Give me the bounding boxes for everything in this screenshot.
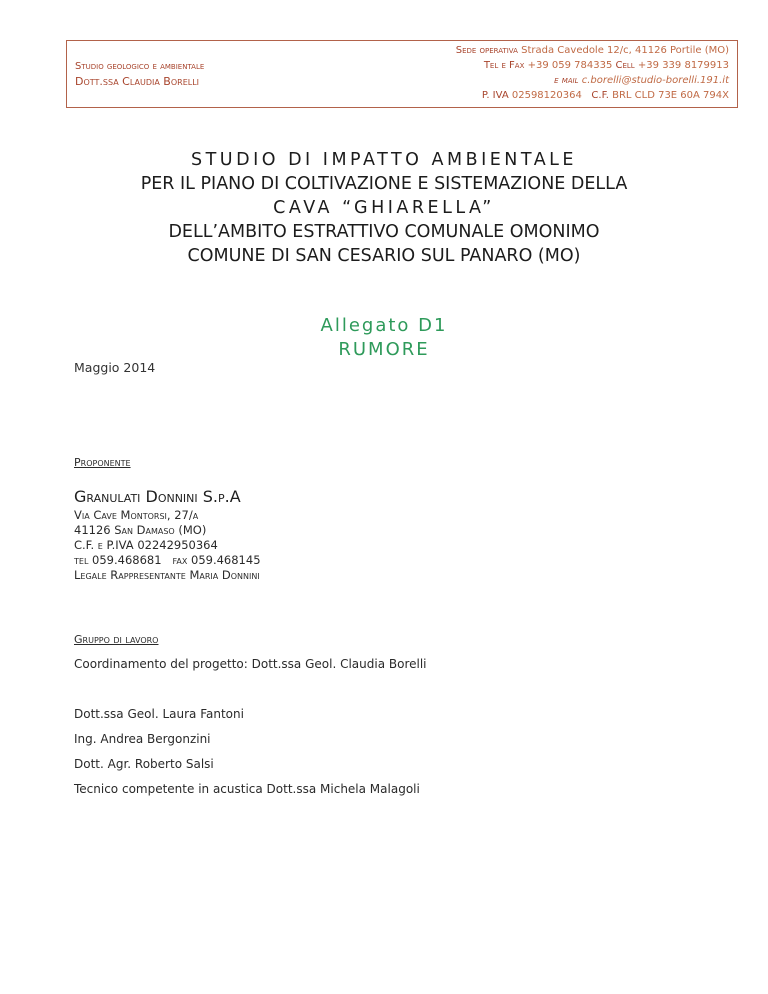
team-member: Ing. Andrea Bergonzini [74,732,211,746]
sede-label: Sede operativa [455,45,518,56]
team-member: Dott. Agr. Roberto Salsi [74,757,214,771]
proponente-label: Proponente [74,456,131,469]
piva-label: P. IVA [481,90,509,101]
sede-line [456,43,729,58]
tel-label: Tel e Fax [483,60,525,71]
cf-label: C.F. [591,90,609,101]
proponente-fiscal: C.F. e P.IVA 02242950364 [74,538,218,552]
email-label: e mail [554,75,579,86]
annex-number: Allegato D1 [320,315,448,336]
cell-value: +39 339 8179913 [637,60,729,71]
document-title [40,148,728,268]
proponente-company: Granulati Donnini S.p.A [74,487,241,506]
proponente-legal: Legale Rappresentante Maria Donnini [74,568,260,582]
studio-type: Studio geologico e ambientale [75,61,205,72]
title-line-1: STUDIO DI IMPATTO AMBIENTALE [191,150,577,170]
cf-value: BRL CLD 73E 60A 794X [612,90,729,101]
title-line-3: CAVA “GHIARELLA” [273,198,495,218]
team-coordinator: Coordinamento del progetto: Dott.ssa Geol. Claudia Borelli [74,657,427,671]
cell-label: Cell [615,60,635,71]
proponente-address-1: Via Cave Montorsi, 27/a [74,508,199,522]
studio-owner: Dott.ssa Claudia Borelli [75,75,200,88]
contact-block [456,43,729,103]
email-line [456,73,729,88]
team-label: Gruppo di lavoro [74,633,159,646]
email-value[interactable]: c.borelli@studio-borelli.191.it [581,75,729,86]
tel-value: +39 059 784335 [527,60,613,71]
tax-line [456,88,729,103]
phone-line [456,58,729,73]
title-line-2: PER IL PIANO DI COLTIVAZIONE E SISTEMAZIONE DELLA [140,174,628,194]
team-member: Tecnico competente in acustica Dott.ssa Michela Malagoli [74,782,420,796]
piva-value: 02598120364 [511,90,582,101]
title-line-5: COMUNE DI SAN CESARIO SUL PANARO (MO) [187,246,581,266]
title-line-4: DELL’AMBITO ESTRATTIVO COMUNALE OMONIMO [168,222,600,242]
proponente-phones: tel 059.468681 fax 059.468145 [74,553,261,567]
sede-value: Strada Cavedole 12/c, 41126 Portile (MO) [521,45,729,56]
studio-name-block [75,59,204,89]
document-date: Maggio 2014 [74,360,156,375]
annex-subject: RUMORE [338,339,430,360]
proponente-address-2: 41126 San Damaso (MO) [74,523,207,537]
team-member: Dott.ssa Geol. Laura Fantoni [74,707,244,721]
annex-title [0,314,768,362]
letterhead-box [66,40,738,108]
proponente-details [74,508,261,583]
